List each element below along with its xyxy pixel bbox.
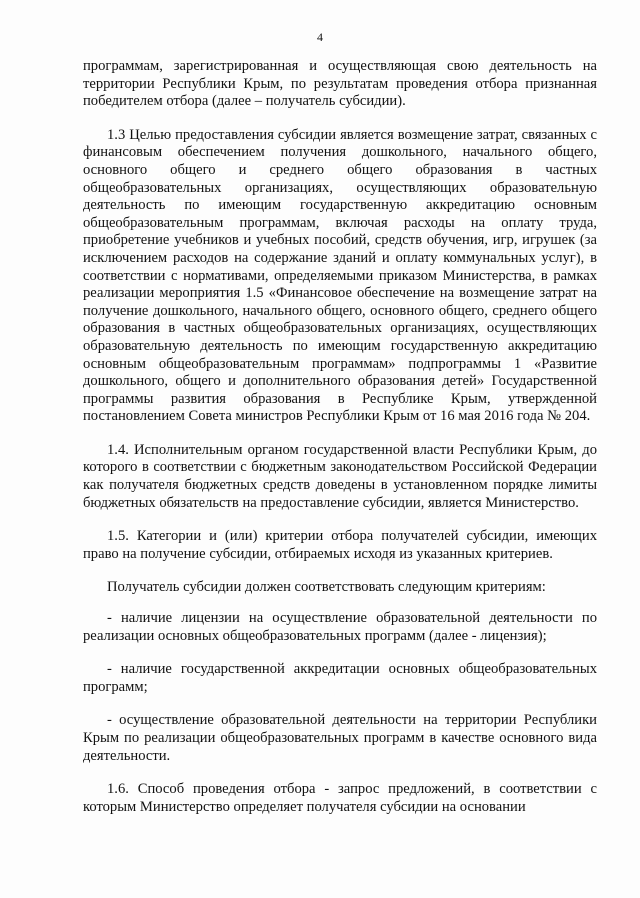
criteria-accreditation: - наличие государственной аккредитации основных общеобразовательных программ; [83, 661, 597, 695]
paragraph-1-4: 1.4. Исполнительным органом государственной власти Республики Крым, до которого в соответствии с бюджетным законодательством Российской Федерации как получателя бюджетных средств доведены в установленном порядке лимиты бюджетных обязательств на предоставление субсидии, является Министерство. [83, 441, 597, 511]
paragraph-1-5: 1.5. Категории и (или) критерии отбора получателей субсидии, имеющих право на получение субсидии, отбираемых исходя из указанных критериев. [83, 528, 597, 562]
criteria-license: - наличие лицензии на осуществление образовательной деятельности по реализации основных общеобразовательных программ (далее - лицензия); [83, 610, 597, 644]
paragraph-1-6: 1.6. Способ проведения отбора - запрос предложений, в соответствии с которым Министерство определяет получателя субсидии на основании [83, 781, 597, 815]
paragraph-1-3: 1.3 Целью предоставления субсидии является возмещение затрат, связанных с финансовым обеспечением получения дошкольного, начального общего, основного общего и среднего общего образования в частных общеобразовательных организациях, осуществляющих образовательную деятельность по имеющим государственную аккредитацию основным общеобразовательным программам, включая расходы на оплату труда, приобретение учебников и учебных пособий, средств обучения, игр, игрушек (за исключением расходов на содержание зданий и оплату коммунальных услуг), в соответствии с нормативами, определяемыми приказом Министерства, в рамках реализации мероприятия 1.5 «Финансовое обеспечение на возмещение затрат на получение дошкольного, начального общего, основного общего, среднего общего образования в частных общеобразовательных организациях, осуществляющих образовательную деятельность по имеющим государственную аккредитацию основным общеобразовательным программам» подпрограммы 1 «Развитие дошкольного, общего и дополнительного образования детей» Государственной программы развития образования в Республике Крым, утвержденной постановлением Совета министров Республики Крым от 16 мая 2016 года № 204. [83, 126, 597, 425]
page-number: 4 [317, 30, 323, 44]
criteria-activity: - осуществление образовательной деятельности на территории Республики Крым по реализации общеобразовательных программ в качестве основного вида деятельности. [83, 712, 597, 764]
criteria-intro: Получатель субсидии должен соответствовать следующим критериям: [107, 579, 546, 596]
document-body [83, 58, 597, 832]
paragraph-continuation: программам, зарегистрированная и осуществляющая свою деятельность на территории Республики Крым, по результатам проведения отбора признанная победителем отбора (далее – получатель субсидии). [83, 58, 597, 110]
